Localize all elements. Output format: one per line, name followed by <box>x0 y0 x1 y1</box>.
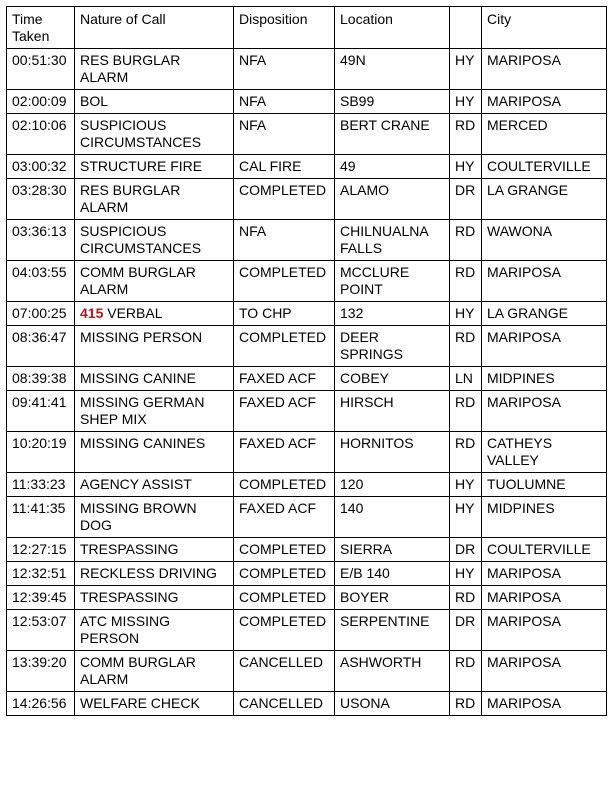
disposition-cell: NFA <box>234 49 335 90</box>
location-cell: 49N <box>335 49 450 90</box>
header-street-suffix <box>450 7 482 49</box>
city-cell: WAWONA <box>482 220 607 261</box>
nature-cell: STRUCTURE FIRE <box>75 155 234 179</box>
header-row <box>7 7 607 49</box>
nature-cell: COMM BURGLAR ALARM <box>75 651 234 692</box>
table-row <box>7 114 607 155</box>
suffix-cell: RD <box>450 692 482 716</box>
time-cell: 07:00:25 <box>7 302 75 326</box>
header-location: Location <box>335 7 450 49</box>
location-cell: 120 <box>335 473 450 497</box>
nature-cell: MISSING PERSON <box>75 326 234 367</box>
table-row <box>7 651 607 692</box>
nature-cell: MISSING BROWN DOG <box>75 497 234 538</box>
city-cell: COULTERVILLE <box>482 155 607 179</box>
header-city: City <box>482 7 607 49</box>
table-row <box>7 538 607 562</box>
city-cell: LA GRANGE <box>482 302 607 326</box>
nature-cell: MISSING CANINES <box>75 432 234 473</box>
table-row <box>7 497 607 538</box>
table-row <box>7 261 607 302</box>
call-log <box>6 6 614 716</box>
suffix-cell: RD <box>450 432 482 473</box>
time-cell: 13:39:20 <box>7 651 75 692</box>
city-cell: MIDPINES <box>482 497 607 538</box>
nature-cell: MISSING GERMAN SHEP MIX <box>75 391 234 432</box>
time-cell: 00:51:30 <box>7 49 75 90</box>
city-cell: COULTERVILLE <box>482 538 607 562</box>
disposition-cell: COMPLETED <box>234 610 335 651</box>
table-row <box>7 432 607 473</box>
nature-cell: BOL <box>75 90 234 114</box>
time-cell: 12:39:45 <box>7 586 75 610</box>
city-cell: MARIPOSA <box>482 326 607 367</box>
city-cell: MARIPOSA <box>482 90 607 114</box>
location-cell: SIERRA <box>335 538 450 562</box>
suffix-cell: LN <box>450 367 482 391</box>
location-cell: HIRSCH <box>335 391 450 432</box>
disposition-cell: TO CHP <box>234 302 335 326</box>
time-cell: 03:00:32 <box>7 155 75 179</box>
disposition-cell: CANCELLED <box>234 692 335 716</box>
city-cell: MIDPINES <box>482 367 607 391</box>
suffix-cell: DR <box>450 610 482 651</box>
disposition-cell: COMPLETED <box>234 179 335 220</box>
time-cell: 14:26:56 <box>7 692 75 716</box>
suffix-cell: RD <box>450 586 482 610</box>
suffix-cell: RD <box>450 326 482 367</box>
location-cell: HORNITOS <box>335 432 450 473</box>
table-row <box>7 692 607 716</box>
suffix-cell: RD <box>450 220 482 261</box>
suffix-cell: HY <box>450 302 482 326</box>
nature-cell: RECKLESS DRIVING <box>75 562 234 586</box>
disposition-cell: NFA <box>234 220 335 261</box>
disposition-cell: NFA <box>234 114 335 155</box>
suffix-cell: HY <box>450 562 482 586</box>
table-row <box>7 562 607 586</box>
time-cell: 02:00:09 <box>7 90 75 114</box>
table-row <box>7 610 607 651</box>
penal-code: 415 <box>80 305 104 321</box>
table-row <box>7 586 607 610</box>
time-cell: 08:39:38 <box>7 367 75 391</box>
table-row <box>7 90 607 114</box>
time-cell: 03:36:13 <box>7 220 75 261</box>
location-cell: ASHWORTH <box>335 651 450 692</box>
suffix-cell: RD <box>450 391 482 432</box>
city-cell: MARIPOSA <box>482 651 607 692</box>
location-cell: E/B 140 <box>335 562 450 586</box>
location-cell: SERPENTINE <box>335 610 450 651</box>
city-cell: MARIPOSA <box>482 391 607 432</box>
nature-cell: TRESPASSING <box>75 586 234 610</box>
suffix-cell: HY <box>450 473 482 497</box>
header-disposition: Disposition <box>234 7 335 49</box>
disposition-cell: FAXED ACF <box>234 367 335 391</box>
header-time-taken: Time Taken <box>7 7 75 49</box>
disposition-cell: CANCELLED <box>234 651 335 692</box>
city-cell: MARIPOSA <box>482 586 607 610</box>
suffix-cell: RD <box>450 261 482 302</box>
call-rows <box>7 49 607 716</box>
time-cell: 12:27:15 <box>7 538 75 562</box>
location-cell: DEER SPRINGS <box>335 326 450 367</box>
suffix-cell: HY <box>450 90 482 114</box>
location-cell: COBEY <box>335 367 450 391</box>
nature-cell: SUSPICIOUS CIRCUMSTANCES <box>75 220 234 261</box>
nature-cell: WELFARE CHECK <box>75 692 234 716</box>
time-cell: 11:33:23 <box>7 473 75 497</box>
suffix-cell: HY <box>450 155 482 179</box>
disposition-cell: COMPLETED <box>234 326 335 367</box>
location-cell: MCCLURE POINT <box>335 261 450 302</box>
nature-cell <box>75 302 234 326</box>
table-row <box>7 391 607 432</box>
time-cell: 12:53:07 <box>7 610 75 651</box>
disposition-cell: COMPLETED <box>234 586 335 610</box>
city-cell: MARIPOSA <box>482 261 607 302</box>
time-cell: 09:41:41 <box>7 391 75 432</box>
time-cell: 02:10:06 <box>7 114 75 155</box>
city-cell: MARIPOSA <box>482 562 607 586</box>
city-cell: MERCED <box>482 114 607 155</box>
header-nature-of-call: Nature of Call <box>75 7 234 49</box>
suffix-cell: HY <box>450 497 482 538</box>
suffix-cell: HY <box>450 49 482 90</box>
table-row <box>7 49 607 90</box>
disposition-cell: COMPLETED <box>234 562 335 586</box>
table-row <box>7 367 607 391</box>
time-cell: 03:28:30 <box>7 179 75 220</box>
nature-cell: TRESPASSING <box>75 538 234 562</box>
city-cell: MARIPOSA <box>482 49 607 90</box>
table-row <box>7 179 607 220</box>
time-cell: 12:32:51 <box>7 562 75 586</box>
location-cell: CHILNUALNA FALLS <box>335 220 450 261</box>
time-cell: 04:03:55 <box>7 261 75 302</box>
disposition-cell: COMPLETED <box>234 473 335 497</box>
nature-cell: SUSPICIOUS CIRCUMSTANCES <box>75 114 234 155</box>
table-row <box>7 302 607 326</box>
location-cell: 140 <box>335 497 450 538</box>
city-cell: MARIPOSA <box>482 610 607 651</box>
location-cell: 132 <box>335 302 450 326</box>
table-row <box>7 473 607 497</box>
table-row <box>7 220 607 261</box>
time-cell: 11:41:35 <box>7 497 75 538</box>
location-cell: SB99 <box>335 90 450 114</box>
location-cell: USONA <box>335 692 450 716</box>
time-cell: 10:20:19 <box>7 432 75 473</box>
nature-text: VERBAL <box>103 305 163 321</box>
city-cell: LA GRANGE <box>482 179 607 220</box>
suffix-cell: RD <box>450 114 482 155</box>
suffix-cell: DR <box>450 179 482 220</box>
table-row <box>7 326 607 367</box>
nature-cell: RES BURGLAR ALARM <box>75 179 234 220</box>
disposition-cell: NFA <box>234 90 335 114</box>
city-cell: CATHEYS VALLEY <box>482 432 607 473</box>
call-log-table <box>6 6 607 716</box>
disposition-cell: FAXED ACF <box>234 497 335 538</box>
time-cell: 08:36:47 <box>7 326 75 367</box>
nature-cell: COMM BURGLAR ALARM <box>75 261 234 302</box>
nature-cell: MISSING CANINE <box>75 367 234 391</box>
suffix-cell: DR <box>450 538 482 562</box>
disposition-cell: COMPLETED <box>234 261 335 302</box>
suffix-cell: RD <box>450 651 482 692</box>
location-cell: BOYER <box>335 586 450 610</box>
nature-cell: AGENCY ASSIST <box>75 473 234 497</box>
disposition-cell: COMPLETED <box>234 538 335 562</box>
nature-cell: ATC MISSING PERSON <box>75 610 234 651</box>
location-cell: 49 <box>335 155 450 179</box>
city-cell: TUOLUMNE <box>482 473 607 497</box>
city-cell: MARIPOSA <box>482 692 607 716</box>
disposition-cell: CAL FIRE <box>234 155 335 179</box>
disposition-cell: FAXED ACF <box>234 391 335 432</box>
location-cell: ALAMO <box>335 179 450 220</box>
location-cell: BERT CRANE <box>335 114 450 155</box>
table-row <box>7 155 607 179</box>
disposition-cell: FAXED ACF <box>234 432 335 473</box>
nature-cell: RES BURGLAR ALARM <box>75 49 234 90</box>
